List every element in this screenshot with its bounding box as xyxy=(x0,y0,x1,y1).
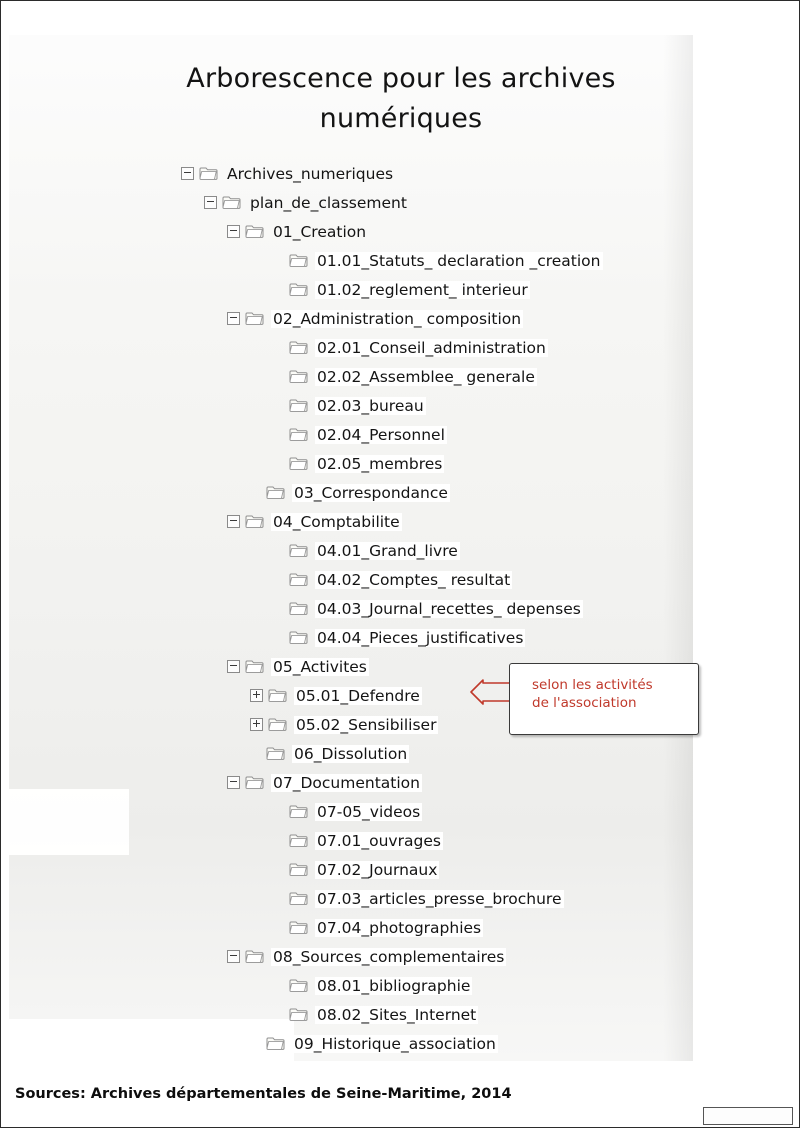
tree-node[interactable] xyxy=(181,188,681,217)
tree-node[interactable] xyxy=(181,1029,681,1058)
tree-node-label: 02.04_Personnel xyxy=(317,425,445,444)
toggle-spacer xyxy=(273,400,284,411)
callout-line-2: de l'association xyxy=(532,695,637,711)
toggle-spacer xyxy=(273,603,284,614)
folder-icon xyxy=(289,833,308,848)
folder-icon xyxy=(245,659,264,674)
tree-node[interactable] xyxy=(181,478,681,507)
folder-icon xyxy=(199,166,218,181)
tree-node[interactable] xyxy=(181,507,681,536)
collapse-icon[interactable] xyxy=(227,225,240,238)
tree-node-label: 05_Activites xyxy=(273,657,367,676)
tree-node[interactable] xyxy=(181,159,681,188)
tree-node[interactable] xyxy=(181,217,681,246)
toggle-spacer xyxy=(273,835,284,846)
toggle-spacer xyxy=(250,1038,261,1049)
toggle-spacer xyxy=(273,893,284,904)
toggle-spacer xyxy=(273,632,284,643)
folder-icon xyxy=(266,746,285,761)
collapse-icon[interactable] xyxy=(227,515,240,528)
toggle-spacer xyxy=(273,429,284,440)
tree-node-label: 05.01_Defendre xyxy=(296,686,420,705)
tree-node-label: 02.01_Conseil_administration xyxy=(317,338,546,357)
toggle-spacer xyxy=(273,342,284,353)
scan-blotch-left xyxy=(9,789,129,855)
toggle-spacer xyxy=(273,574,284,585)
tree-node-label: 07-05_videos xyxy=(317,802,421,821)
folder-icon xyxy=(268,717,287,732)
folder-icon xyxy=(289,891,308,906)
collapse-icon[interactable] xyxy=(204,196,217,209)
tree-node-label: 05.02_Sensibiliser xyxy=(296,715,437,734)
tree-node-label: plan_de_classement xyxy=(250,193,407,212)
folder-icon xyxy=(289,601,308,616)
folder-icon xyxy=(222,195,241,210)
tree-node[interactable] xyxy=(181,971,681,1000)
folder-icon xyxy=(289,862,308,877)
folder-icon xyxy=(289,920,308,935)
folder-icon xyxy=(289,630,308,645)
tree-node[interactable] xyxy=(181,768,681,797)
collapse-icon[interactable] xyxy=(227,660,240,673)
tree-node[interactable] xyxy=(181,449,681,478)
tree-node-label: 02_Administration_ composition xyxy=(273,309,522,328)
folder-icon xyxy=(245,311,264,326)
collapse-icon[interactable] xyxy=(227,312,240,325)
tree-node[interactable] xyxy=(181,913,681,942)
tree-node-label: 07.03_articles_presse_brochure xyxy=(317,889,562,908)
tree-node-label: 01.01_Statuts_ declaration _creation xyxy=(317,251,601,270)
expand-icon[interactable] xyxy=(250,718,263,731)
folder-icon xyxy=(289,369,308,384)
folder-icon xyxy=(289,340,308,355)
tree-node[interactable] xyxy=(181,826,681,855)
page-title-line-1: Arborescence pour les archives xyxy=(186,63,616,94)
collapse-icon[interactable] xyxy=(181,167,194,180)
tree-node-label: 08_Sources_complementaires xyxy=(273,947,505,966)
tree-node-label: 07.02_Journaux xyxy=(317,860,438,879)
left-arrow-icon xyxy=(469,679,513,705)
tree-node-label: 06_Dissolution xyxy=(294,744,408,763)
tree-node[interactable] xyxy=(181,391,681,420)
tree-node[interactable] xyxy=(181,420,681,449)
tree-node[interactable] xyxy=(181,942,681,971)
tree-node[interactable] xyxy=(181,623,681,652)
tree-node[interactable] xyxy=(181,797,681,826)
tree-node-label: 09_Historique_association xyxy=(294,1034,496,1053)
collapse-icon[interactable] xyxy=(227,776,240,789)
folder-icon xyxy=(289,543,308,558)
page-title xyxy=(121,59,681,139)
tree-node[interactable] xyxy=(181,594,681,623)
toggle-spacer xyxy=(273,371,284,382)
folder-icon xyxy=(266,1036,285,1051)
toggle-spacer xyxy=(273,545,284,556)
folder-icon xyxy=(289,282,308,297)
tree-node-label: 01.02_reglement_ interieur xyxy=(317,280,528,299)
tree-node-label: 03_Correspondance xyxy=(294,483,448,502)
folder-icon xyxy=(289,253,308,268)
folder-icon xyxy=(289,456,308,471)
tree-node[interactable] xyxy=(181,275,681,304)
tree-node-label: 08.01_bibliographie xyxy=(317,976,471,995)
collapse-icon[interactable] xyxy=(227,950,240,963)
tree-node-label: 02.05_membres xyxy=(317,454,443,473)
toggle-spacer xyxy=(273,806,284,817)
tree-node-label: Archives_numeriques xyxy=(227,164,394,183)
tree-node[interactable] xyxy=(181,855,681,884)
callout-text xyxy=(532,676,682,712)
tree-node[interactable] xyxy=(181,536,681,565)
tree-node[interactable] xyxy=(181,565,681,594)
tree-node-label: 04.02_Comptes_ resultat xyxy=(317,570,511,589)
folder-icon xyxy=(266,485,285,500)
tree-node-label: 04.04_Pieces_justificatives xyxy=(317,628,524,647)
tree-node-label: 07.01_ouvrages xyxy=(317,831,441,850)
folder-icon xyxy=(245,949,264,964)
tree-node-label: 08.02_Sites_Internet xyxy=(317,1005,477,1024)
page-title-line-2: numériques xyxy=(319,103,483,134)
toggle-spacer xyxy=(250,487,261,498)
folder-icon xyxy=(268,688,287,703)
tree-node-label: 04.01_Grand_livre xyxy=(317,541,458,560)
tree-node[interactable] xyxy=(181,246,681,275)
tree-node[interactable] xyxy=(181,362,681,391)
folder-icon xyxy=(289,804,308,819)
tree-node[interactable] xyxy=(181,1000,681,1029)
tree-node-label: 04_Comptabilite xyxy=(273,512,400,531)
tree-node-label: 02.02_Assemblee_ generale xyxy=(317,367,535,386)
tree-node-label: 04.03_Journal_recettes_ depenses xyxy=(317,599,581,618)
folder-icon xyxy=(289,398,308,413)
toggle-spacer xyxy=(273,284,284,295)
expand-icon[interactable] xyxy=(250,689,263,702)
folder-icon xyxy=(245,514,264,529)
toggle-spacer xyxy=(273,1009,284,1020)
tree-node-label: 01_Creation xyxy=(273,222,367,241)
scan-blotch-top xyxy=(9,9,693,35)
folder-icon xyxy=(289,572,308,587)
tree-node[interactable] xyxy=(181,333,681,362)
folder-icon xyxy=(289,427,308,442)
toggle-spacer xyxy=(273,980,284,991)
toggle-spacer xyxy=(273,255,284,266)
tree-node[interactable] xyxy=(181,304,681,333)
callout-box xyxy=(509,663,699,735)
scan-corner-artifact xyxy=(703,1107,793,1125)
tree-node-label: 02.03_bureau xyxy=(317,396,424,415)
toggle-spacer xyxy=(250,748,261,759)
toggle-spacer xyxy=(273,922,284,933)
folder-icon xyxy=(289,978,308,993)
folder-icon xyxy=(245,775,264,790)
folder-icon xyxy=(245,224,264,239)
tree-node-label: 07.04_photographies xyxy=(317,918,482,937)
toggle-spacer xyxy=(273,864,284,875)
callout-line-1: selon les activités xyxy=(532,677,653,693)
source-caption: Sources: Archives départementales de Seine-Maritime, 2014 xyxy=(15,1086,512,1102)
folder-icon xyxy=(289,1007,308,1022)
tree-node-label: 07_Documentation xyxy=(273,773,420,792)
tree-node[interactable] xyxy=(181,884,681,913)
folder-tree xyxy=(181,159,681,1058)
toggle-spacer xyxy=(273,458,284,469)
tree-node[interactable] xyxy=(181,739,681,768)
